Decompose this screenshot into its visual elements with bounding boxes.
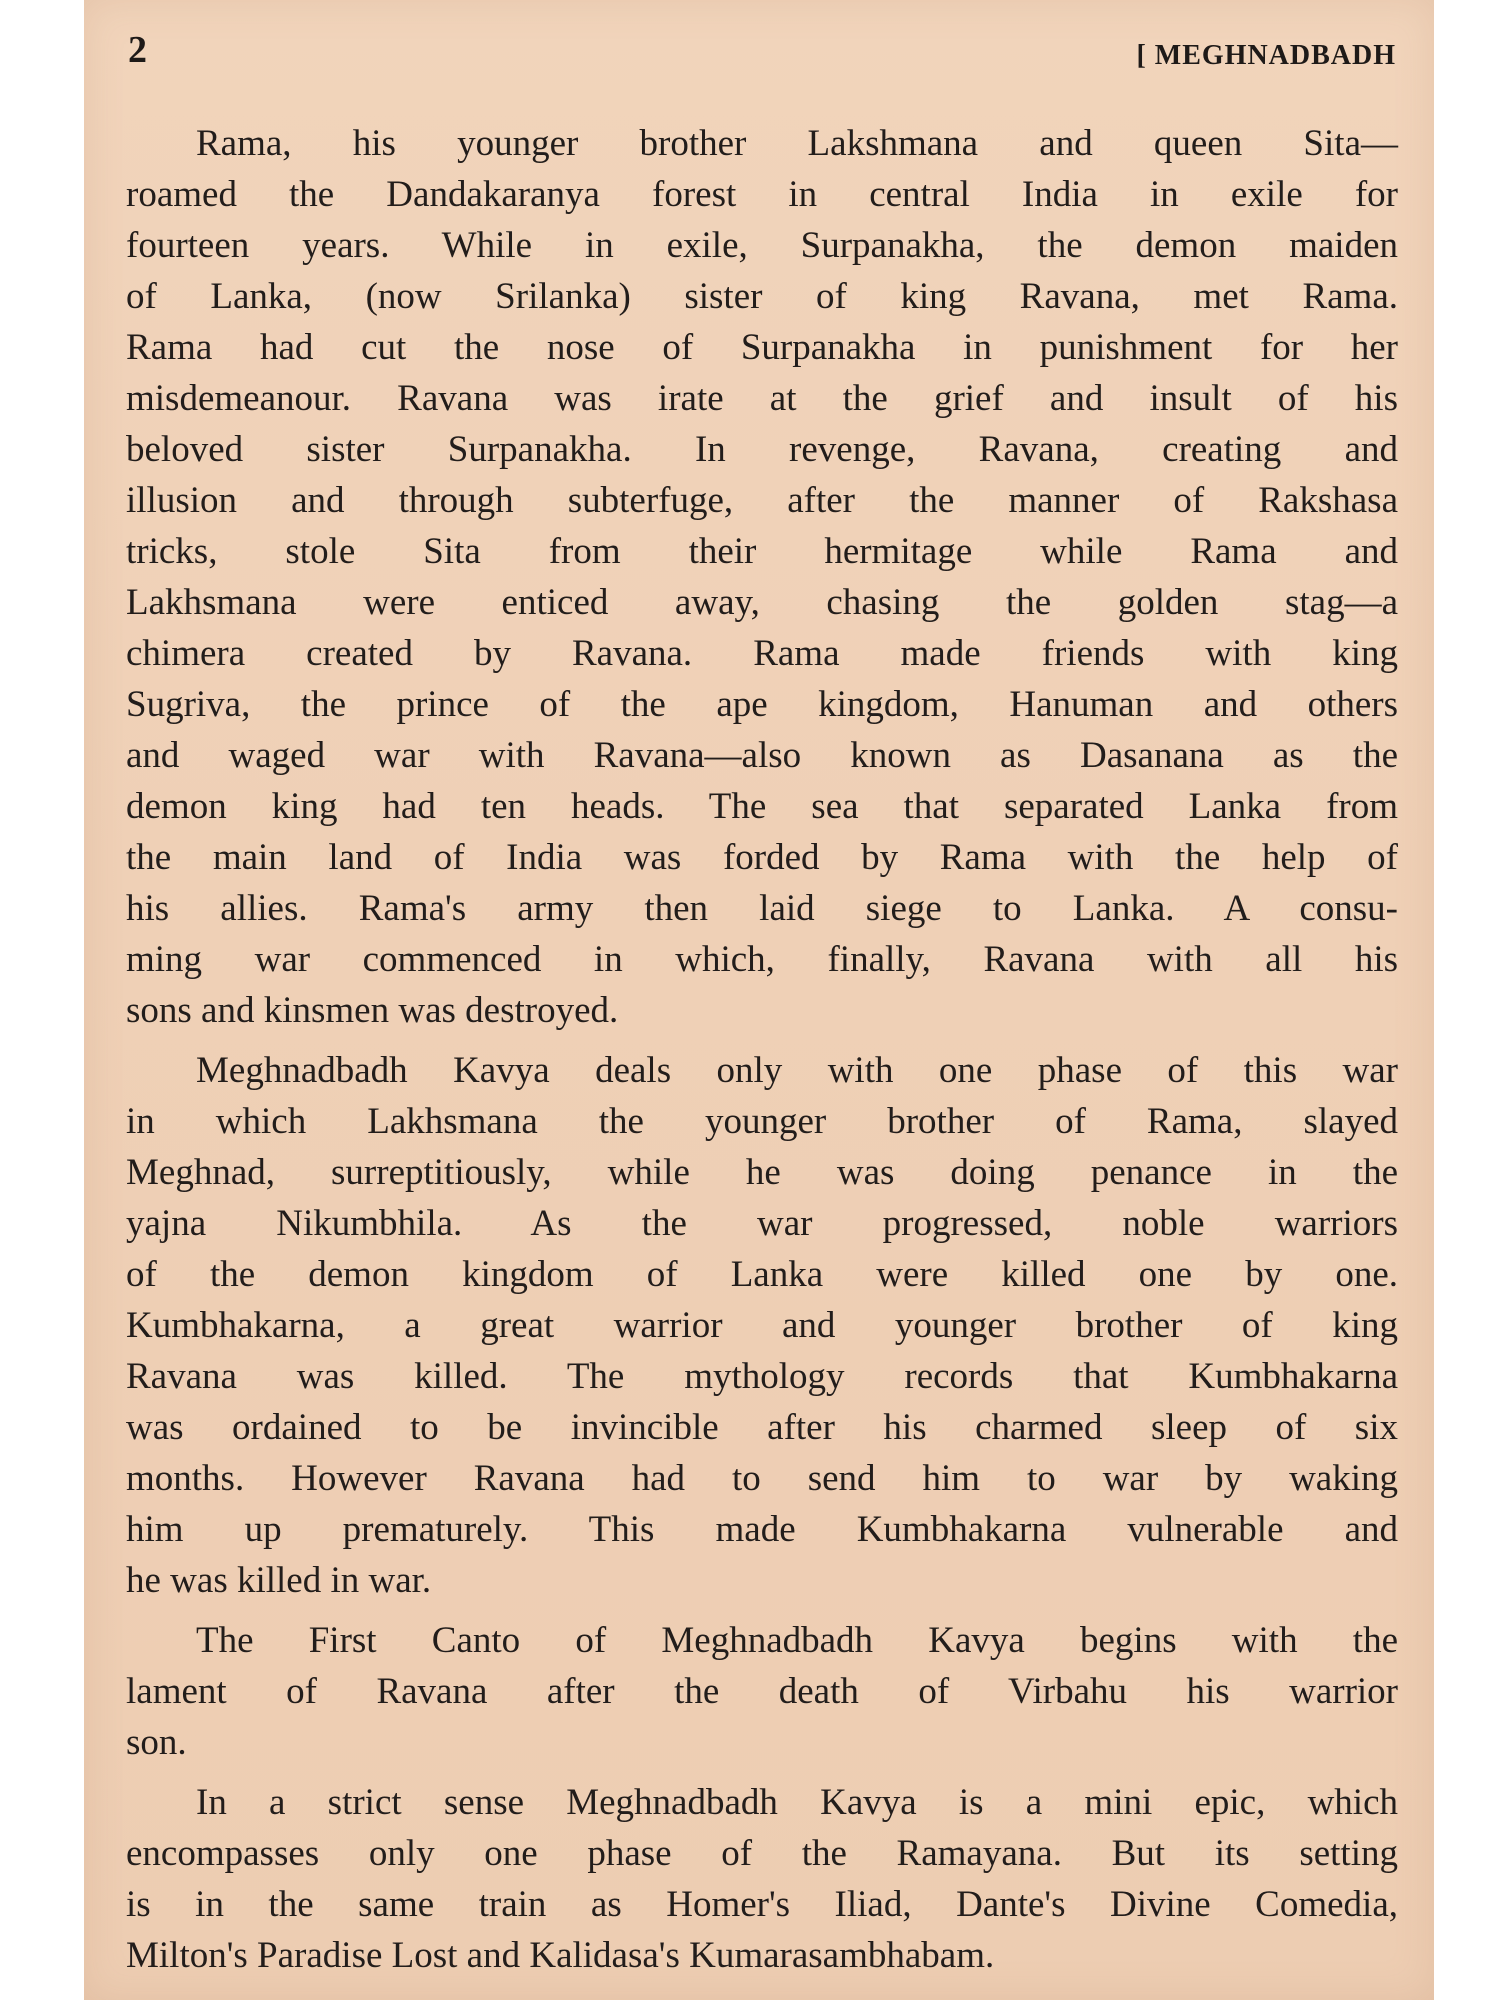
body-text [126,118,1398,1990]
text-line: is in the same train as Homer's Iliad, Dante's Divine Comedia, [126,1884,1398,1925]
page-number: 2 [128,29,147,71]
text-line: beloved sister Surpanakha. In revenge, Ravana, creating and [126,429,1398,470]
text-line: ming war commenced in which, finally, Ravana with all his [126,939,1398,980]
text-line: Meghnadbadh Kavya deals only with one phase of this war [196,1050,1398,1091]
paragraph [126,1615,1398,1768]
text-line: of Lanka, (now Srilanka) sister of king Ravana, met Rama. [126,276,1398,317]
text-line: in which Lakhsmana the younger brother of Rama, slayed [126,1101,1398,1142]
text-line: In a strict sense Meghnadbadh Kavya is a mini epic, which [196,1782,1398,1823]
text-line: illusion and through subterfuge, after the manner of Rakshasa [126,480,1398,521]
text-line: and waged war with Ravana—also known as Dasanana as the [126,735,1398,776]
text-line: was ordained to be invincible after his charmed sleep of six [126,1407,1398,1448]
page-header [128,28,1396,78]
text-line: Milton's Paradise Lost and Kalidasa's Kumarasambhabam. [126,1935,995,1976]
text-line: fourteen years. While in exile, Surpanakha, the demon maiden [126,225,1398,266]
paragraph [126,1045,1398,1606]
text-line: of the demon kingdom of Lanka were killed one by one. [126,1254,1398,1295]
text-line: chimera created by Ravana. Rama made friends with king [126,633,1398,674]
text-line: he was killed in war. [126,1560,432,1601]
text-line: son. [126,1722,187,1763]
text-line: yajna Nikumbhila. As the war progressed, noble warriors [126,1203,1398,1244]
paragraph [126,118,1398,1036]
text-line: Rama, his younger brother Lakshmana and queen Sita— [196,123,1398,164]
text-line: Meghnad, surreptitiously, while he was doing penance in the [126,1152,1398,1193]
paragraph [126,1777,1398,1981]
book-page [84,0,1434,2000]
text-line: misdemeanour. Ravana was irate at the grief and insult of his [126,378,1398,419]
text-line: sons and kinsmen was destroyed. [126,990,619,1031]
text-line: tricks, stole Sita from their hermitage while Rama and [126,531,1398,572]
text-line: months. However Ravana had to send him to war by waking [126,1458,1398,1499]
text-line: him up prematurely. This made Kumbhakarna vulnerable and [126,1509,1398,1550]
text-line: The First Canto of Meghnadbadh Kavya begins with the [196,1620,1398,1661]
text-line: lament of Ravana after the death of Virbahu his warrior [126,1671,1398,1712]
text-line: the main land of India was forded by Rama with the help of [126,837,1398,878]
text-line: Kumbhakarna, a great warrior and younger brother of king [126,1305,1398,1346]
text-line: Lakhsmana were enticed away, chasing the golden stag—a [126,582,1398,623]
text-line: Sugriva, the prince of the ape kingdom, Hanuman and others [126,684,1398,725]
text-line: Ravana was killed. The mythology records that Kumbhakarna [126,1356,1398,1397]
text-line: Rama had cut the nose of Surpanakha in punishment for her [126,327,1398,368]
text-line: demon king had ten heads. The sea that separated Lanka from [126,786,1398,827]
text-line: his allies. Rama's army then laid siege to Lanka. A consu- [126,888,1398,929]
text-line: encompasses only one phase of the Ramayana. But its setting [126,1833,1398,1874]
running-head: [ MEGHNADBADH [1136,40,1396,71]
text-line: roamed the Dandakaranya forest in central India in exile for [126,174,1398,215]
